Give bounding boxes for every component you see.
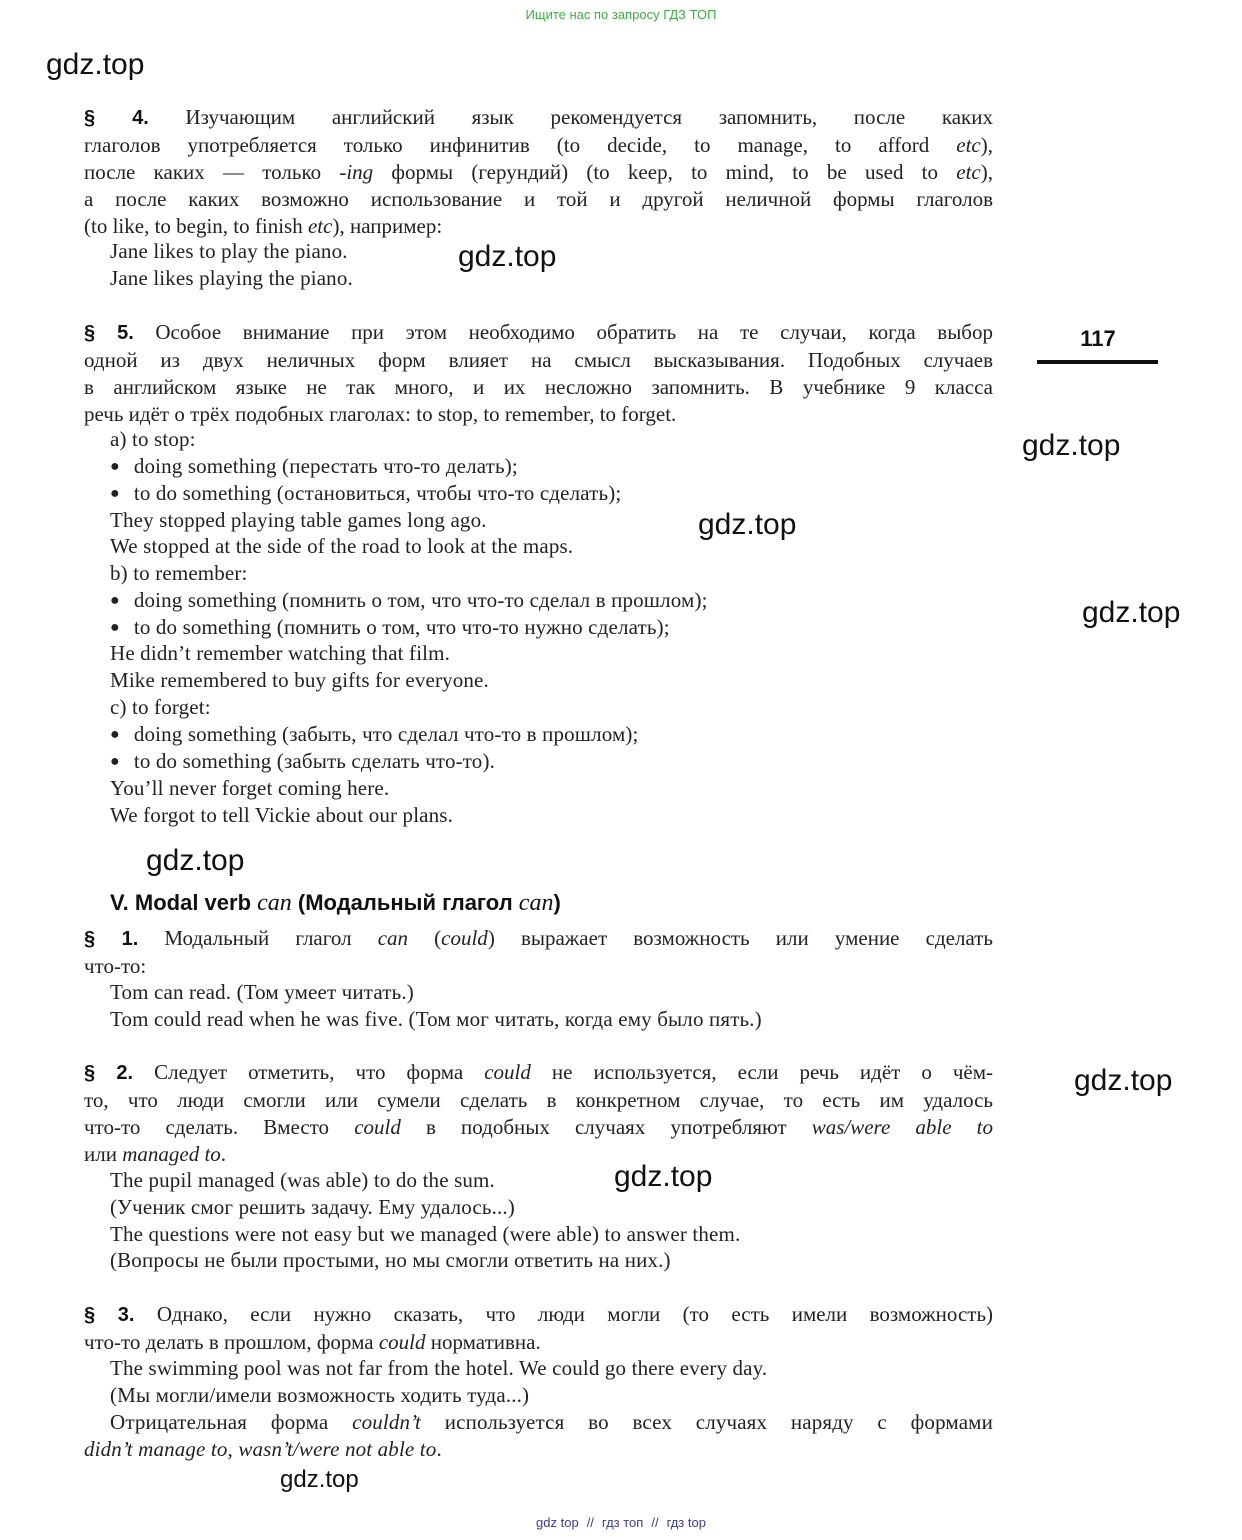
example-sentence: Jane likes to play the piano. — [110, 239, 348, 263]
bullet-item — [110, 453, 518, 482]
p1-could: could — [441, 926, 488, 950]
p2-was-able: was/were able to — [811, 1115, 994, 1139]
s4-ing: ing — [346, 160, 374, 184]
footer-separator: // — [651, 1515, 659, 1530]
p3-line-2a: что-то делать в прошлом, форма — [84, 1330, 379, 1354]
s5-line-1: Особое внимание при этом необходимо обратить на те случаи, когда выбор — [155, 320, 993, 344]
heading-can: can — [257, 890, 292, 916]
section-marker: § 4. — [84, 107, 149, 129]
p3-line-6 — [84, 1436, 442, 1462]
bullet-item — [110, 587, 708, 616]
top-banner[interactable]: Ищите нас по запросу ГДЗ ТОП — [525, 7, 717, 22]
s4-line-3a: после каких — только - — [84, 160, 347, 184]
watermark: gdz.top — [1022, 429, 1121, 462]
watermark: gdz.top — [614, 1160, 713, 1193]
example-sentence: Tom could read when he was five. (Том мог читать, когда ему было пять.) — [110, 1007, 762, 1031]
watermark: gdz.top — [280, 1466, 359, 1493]
p1-line-2: что-то: — [84, 954, 147, 978]
bullet-text: to do something (помнить о том, что что-то нужно сделать); — [133, 615, 670, 639]
p1-can: can — [377, 926, 409, 950]
p2-line-3b: в подобных случаях употребляют — [400, 1115, 812, 1139]
p3-couldnt: couldn’t — [352, 1410, 421, 1434]
example-sentence: He didn’t remember watching that film. — [110, 641, 451, 665]
bullet-text: doing something (помнить о том, что что-то сделал в прошлом); — [133, 588, 708, 612]
bullet-item — [110, 480, 621, 509]
p3-text: используется во всех случаях наряду с формами — [420, 1410, 993, 1434]
s4-etc: etc — [307, 214, 333, 238]
s4-line-4: а после каких возможно использование и той и другой неличной формы глаголов — [84, 187, 993, 211]
p2-could: could — [354, 1115, 401, 1139]
section-heading — [110, 890, 561, 917]
p3-text: . — [436, 1437, 442, 1461]
section-marker: § 1. — [84, 928, 139, 950]
p1-text: ( — [408, 926, 442, 950]
example-sentence: You’ll never forget coming here. — [110, 776, 390, 800]
p3-line-1: Однако, если нужно сказать, что люди могли (то есть имели возможность) — [156, 1302, 994, 1326]
s4-line-3-end: ), — [980, 160, 993, 184]
subsection-title: a) to stop: — [110, 427, 196, 451]
p3-line-5 — [110, 1409, 993, 1435]
modal-p3 — [84, 1301, 993, 1356]
footer-separator: // — [586, 1515, 594, 1530]
footer-links — [0, 1515, 1242, 1530]
watermark: gdz.top — [458, 240, 557, 273]
watermark: gdz.top — [1074, 1064, 1173, 1097]
example-sentence: The swimming pool was not far from the hotel. We could go there every day. — [110, 1356, 768, 1380]
example-sentence: We forgot to tell Vickie about our plans. — [110, 803, 454, 827]
example-sentence: Jane likes playing the piano. — [110, 266, 353, 290]
bullet-item — [110, 614, 670, 643]
p2-managed: managed to — [122, 1142, 221, 1166]
section-marker: § 2. — [84, 1062, 134, 1084]
heading-text: ) — [553, 890, 561, 915]
heading-text: (Модальный глагол — [291, 890, 519, 915]
bullet-item — [110, 721, 639, 750]
s4-line-1: Изучающим английский язык рекомендуется запомнить, после каких — [185, 105, 993, 129]
footer-link[interactable]: gdz top — [536, 1515, 579, 1530]
modal-p2 — [84, 1059, 993, 1168]
bullet-text: doing something (перестать что-то делать); — [133, 454, 518, 478]
p2-text: Следует отметить, что форма — [154, 1060, 485, 1084]
section-marker: § 3. — [84, 1304, 135, 1326]
s4-line-2: глаголов употребляется только инфинитив (to decide, to manage, to afford — [84, 133, 930, 157]
bullet-text: to do something (остановиться, чтобы что-то сделать); — [133, 481, 622, 505]
p3-could: could — [378, 1330, 426, 1354]
example-sentence: Mike remembered to buy gifts for everyone. — [110, 668, 489, 692]
s4-etc: etc — [956, 133, 981, 157]
watermark: gdz.top — [1082, 596, 1181, 629]
example-sentence: (Ученик смог решить задачу. Ему удалось...) — [110, 1195, 515, 1219]
s5-line-2: одной из двух неличных форм влияет на смысл высказывания. Подобных случаев — [84, 348, 993, 372]
subsection-title: c) to forget: — [110, 695, 211, 719]
s4-line-5a: (to like, to begin, to finish — [84, 214, 308, 238]
example-sentence: Tom can read. (Том умеет читать.) — [110, 980, 414, 1004]
bullet-item — [110, 748, 495, 777]
p2-line-3a: что-то сделать. Вместо — [84, 1115, 355, 1139]
modal-p1 — [84, 925, 993, 980]
p3-text: Отрицательная форма — [110, 1410, 353, 1434]
p2-text: не используется, если речь идёт о чём- — [530, 1060, 994, 1084]
p3-forms: didn’t manage to, wasn’t/were not able to — [84, 1437, 437, 1461]
bullet-icon: ● — [110, 485, 120, 502]
p1-text: Модальный глагол — [164, 926, 378, 950]
s4-line-2-end: ), — [980, 133, 993, 157]
page-number: 117 — [1080, 326, 1116, 351]
bullet-icon: ● — [110, 619, 120, 636]
example-sentence: The pupil managed (was able) to do the sum. — [110, 1168, 495, 1192]
heading-text: V. Modal verb — [110, 890, 258, 915]
watermark: gdz.top — [46, 48, 145, 81]
bullet-icon: ● — [110, 726, 120, 743]
s4-paragraph — [84, 104, 993, 240]
s5-line-4: речь идёт о трёх подобных глаголах: to stop, to remember, to forget. — [84, 402, 677, 426]
bullet-text: to do something (забыть сделать что-то). — [133, 749, 496, 773]
s5-paragraph — [84, 319, 993, 428]
bullet-text: doing something (забыть, что сделал что-то в прошлом); — [133, 722, 639, 746]
example-sentence: We stopped at the side of the road to look at the maps. — [110, 534, 574, 558]
s4-line-3b: формы (герундий) (to keep, to mind, to be used to — [373, 160, 957, 184]
example-sentence: (Вопросы не были простыми, но мы смогли ответить на них.) — [110, 1248, 671, 1272]
bullet-icon: ● — [110, 753, 120, 770]
s5-line-3: в английском языке не так много, и их несложно запомнить. В учебнике 9 класса — [84, 375, 993, 399]
example-sentence: They stopped playing table games long ago. — [110, 508, 487, 532]
page-number-rule — [1037, 360, 1158, 364]
s4-line-5b: ), например: — [332, 214, 443, 238]
heading-can: can — [518, 890, 554, 916]
footer-link[interactable]: гдз топ — [601, 1515, 644, 1530]
example-sentence: (Мы могли/имели возможность ходить туда...) — [110, 1383, 530, 1407]
watermark: gdz.top — [146, 844, 245, 877]
p2-could: could — [484, 1060, 531, 1084]
bullet-icon: ● — [110, 592, 120, 609]
watermark: gdz.top — [698, 508, 797, 541]
s4-etc: etc — [956, 160, 981, 184]
p2-line-4b: . — [220, 1142, 227, 1166]
p2-line-4a: или — [84, 1142, 123, 1166]
bullet-icon: ● — [110, 458, 120, 475]
footer-link[interactable]: гдз top — [666, 1515, 706, 1530]
p1-text: ) выражает возможность или умение сделать — [487, 926, 993, 950]
example-sentence: The questions were not easy but we managed (were able) to answer them. — [110, 1222, 741, 1246]
section-marker: § 5. — [84, 322, 134, 344]
p2-line-2: то, что люди смогли или сумели сделать в конкретном случае, то есть им удалось — [84, 1088, 993, 1112]
p3-line-2b: нормативна. — [425, 1330, 541, 1354]
subsection-title: b) to remember: — [110, 561, 248, 585]
